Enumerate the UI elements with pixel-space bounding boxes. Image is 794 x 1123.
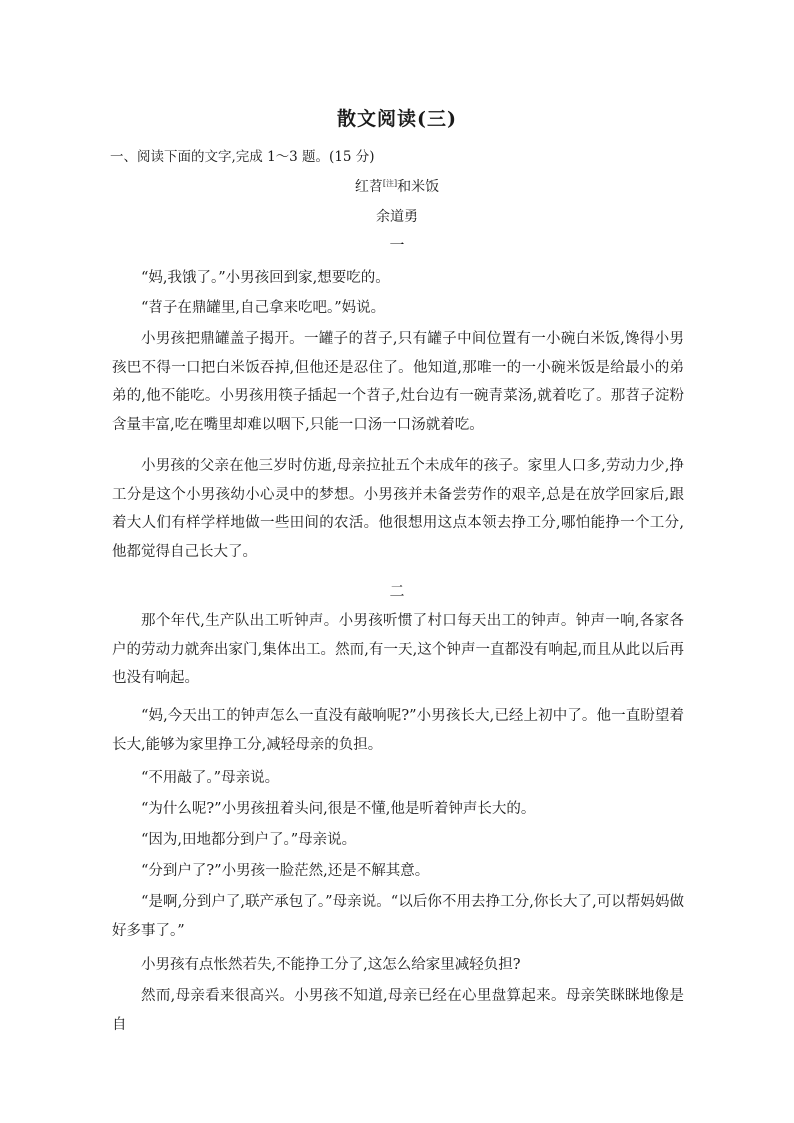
footnote-mark: [注]: [382, 179, 398, 188]
paragraph: 小男孩的父亲在他三岁时仿逝,母亲拉扯五个未成年的孩子。家里人口多,劳动力少,挣工分是这个小男孩幼小心灵中的梦想。小男孩并未备尝劳作的艰辛,总是在放学回家后,跟着大人们有样学样地做一些田间的农活。他很想用这点本领去挣工分,哪怕能挣一个工分,他都觉得自己长大了。: [112, 458, 684, 560]
paragraph: “因为,田地都分到户了。”母亲说。: [141, 832, 357, 848]
section-heading-1: 一: [389, 236, 405, 254]
paragraph: 小男孩把鼎罐盖子揭开。一罐子的苕子,只有罐子中间位置有一小碗白米饭,馋得小男孩巴不得一口把白米饭吞掉,但他还是忍住了。他知道,那唯一的一小碗米饭是给最小的弟弟的,他不能吃。小男孩用筷子插起一个苕子,灶台边有一碗青菜汤,就着吃了。那苕子淀粉含量丰富,吃在嘴里却难以咽下,只能一口汤一口汤就着吃。: [112, 331, 684, 433]
question-instruction: 一、阅读下面的文字,完成 1～3 题。(15 分): [110, 149, 375, 165]
paragraph: “妈,我饿了。”小男孩回到家,想要吃的。: [141, 270, 390, 286]
paragraph: “为什么呢?”小男孩扭着头问,很是不懂,他是听着钟声长大的。: [141, 801, 536, 817]
paragraph: “是啊,分到户了,联产承包了。”母亲说。“以后你不用去挣工分,你长大了,可以帮妈妈做好多事了。”: [112, 894, 684, 939]
paragraph: “分到户了?”小男孩一脸茫然,还是不解其意。: [141, 863, 430, 879]
paragraph: “苕子在鼎罐里,自己拿来吃吧。”妈说。: [141, 300, 386, 316]
paragraph: “不用敲了。”母亲说。: [141, 770, 280, 786]
story-title: [0, 176, 794, 196]
story-author: 余道勇: [376, 209, 418, 225]
paragraph: 然而,母亲看来很高兴。小男孩不知道,母亲已经在心里盘算起来。母亲笑眯眯地像是自: [112, 988, 684, 1033]
story-title-part1: 红苕: [354, 179, 383, 195]
paragraph: 小男孩有点怅然若失,不能挣工分了,这怎么给家里减轻负担?: [141, 957, 521, 973]
page-title: 散文阅读(三): [337, 108, 457, 130]
story-title-part2: 和米饭: [397, 179, 440, 195]
paragraph: “妈,今天出工的钟声怎么一直没有敲响呢?”小男孩长大,已经上初中了。他一直盼望着长大,能够为家里挣工分,减轻母亲的负担。: [112, 708, 684, 753]
section-heading-2: 二: [389, 582, 405, 600]
paragraph: 那个年代,生产队出工听钟声。小男孩听惯了村口每天出工的钟声。钟声一响,各家各户的劳动力就奔出家门,集体出工。然而,有一天,这个钟声一直都没有响起,而且从此以后再也没有响起。: [112, 613, 684, 686]
